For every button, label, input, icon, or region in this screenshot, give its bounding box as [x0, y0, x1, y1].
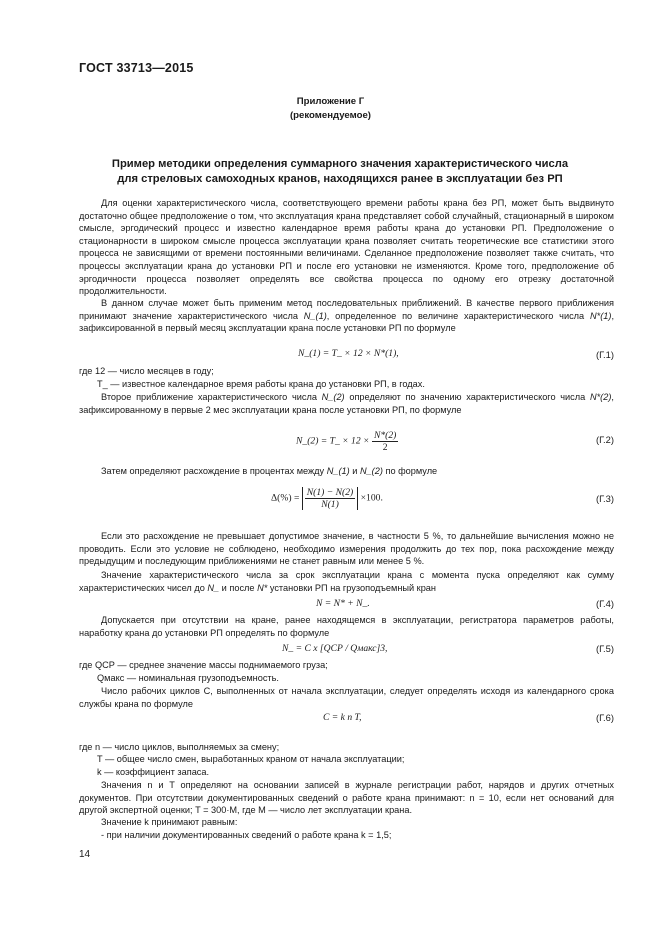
- formula-g4: N = N* + N_.: [316, 598, 370, 609]
- definition-t-calendar: T_ — известное календарное время работы крана до установки РП, в годах.: [97, 379, 425, 389]
- paragraph-total-value: Значение характеристического числа за срок эксплуатации крана с момента пуска определяют как сумму характеристических чисел до N_ и после N* установки РП на грузоподъемный кран: [79, 570, 614, 593]
- formula-g2: N_(2) = T_ × 12 × $\frac{N*(2)}{2}$: [296, 430, 397, 453]
- page-number: 14: [79, 849, 91, 860]
- definition-q-max: Qмакс — номинальная грузоподъемность.: [97, 673, 279, 683]
- appendix-label: Приложение Г: [296, 96, 365, 107]
- formula-g3: Δ(%) = $\frac{N(1) - N(2)}{N(1)}$ ×100.: [271, 487, 383, 510]
- standard-designation: ГОСТ 33713—2015: [79, 61, 194, 75]
- equation-number-g2: (Г.2): [596, 434, 614, 445]
- paragraph-second-approx: Второе приближение характеристического числа N_(2) определяют по значению характеристического числа N*(2), зафиксированному в первые 2 мес эксплуатации крана после установки РП, по формуле: [79, 392, 614, 415]
- formula-g1: N_(1) = T_ × 12 × N*(1),: [298, 348, 399, 359]
- paragraph-tolerance: Если это расхождение не превышает допустимое значение, в частности 5 %, то дальнейшие вычисления можно не проводить. Если это условие не соблюдено, необходимо измерения продолжить до тех пор, пока расхождение между предыдущим и последующим приближениями не станет равным или менее 5 %.: [79, 531, 614, 567]
- paragraph-successive-approx: В данном случае может быть применим метод последовательных приближений. В качестве первого приближения принимают значение характеристического числа N_(1), определенное по величине характеристического числа N*(1), зафиксированной в первый месяц эксплуатации крана после установки РП по формуле: [79, 298, 614, 334]
- definition-n-cycles: где n — число циклов, выполняемых за смену;: [79, 742, 280, 752]
- appendix-status: (рекомендуемое): [289, 110, 371, 121]
- equation-number-g3: (Г.3): [596, 493, 614, 504]
- formula-g5: N_ = C x [QСР / Qмакс]3,: [282, 643, 388, 654]
- list-item-k-documented: - при наличии документированных сведений о работе крана k = 1,5;: [101, 830, 392, 840]
- equation-number-g1: (Г.1): [596, 349, 614, 360]
- paragraph-assumptions: Для оценки характеристического числа, соответствующего времени работы крана без РП, может быть выдвинуто достаточно общее предположение о том, что эксплуатация крана представляет собой случайный, стационарный в широком смысле, эргодический процесс и известно календарное время работы крана до установки РП. Предположение о стационарности в широком смысле процесса эксплуатации крана позволяет считать теоретические все статистики этого процесса не зависящими от времени постоянными величинами. Сделанное предположение позволяет также считать, что процессы эксплуатации крана до установки РП и после его установки не изменяются. Кроме того, предположение об эргодичности процесса позволяет определять все свойства процесса по одному его отрезку достаточной продолжительности.: [79, 198, 614, 297]
- paragraph-k-value: Значение k принимают равным:: [101, 817, 238, 827]
- paragraph-n-t-values: Значения n и T определяют на основании записей в журнале регистрации работ, нарядов и других отчетных документов. При отсутствии документированных сведений о работе крана принимают: n = 10, если нет оснований для другой экспертной оценки; T = 300·M, где M — число лет эксплуатации крана.: [79, 780, 614, 816]
- equation-number-g5: (Г.5): [596, 643, 614, 654]
- formula-g6: C = k n T,: [323, 712, 362, 723]
- equation-number-g6: (Г.6): [596, 712, 614, 723]
- definition-k-factor: k — коэффициент запаса.: [97, 767, 210, 777]
- equation-number-g4: (Г.4): [596, 598, 614, 609]
- paragraph-discrepancy: Затем определяют расхождение в процентах между N_(1) и N_(2) по формуле: [101, 466, 438, 476]
- paragraph-work-cycles: Число рабочих циклов C, выполненных от начала эксплуатации, следует определять исходя из календарного срока службы крана по формуле: [79, 686, 614, 709]
- section-title-line-1: Пример методики определения суммарного значения характеристического числа: [111, 158, 569, 170]
- paragraph-no-recorder: Допускается при отсутствии на кране, ранее находящемся в эксплуатации, регистратора параметров работы, наработку крана до установки РП определять по формуле: [79, 615, 614, 638]
- definition-q-mean: где QСР — среднее значение массы поднимаемого груза;: [79, 660, 328, 670]
- section-title-line-2: для стреловых самоходных кранов, находящихся ранее в эксплуатации без РП: [117, 173, 563, 185]
- definition-t-shifts: T — общее число смен, выработанных краном от начала эксплуатации;: [97, 754, 405, 764]
- definition-12-months: где 12 — число месяцев в году;: [79, 366, 214, 376]
